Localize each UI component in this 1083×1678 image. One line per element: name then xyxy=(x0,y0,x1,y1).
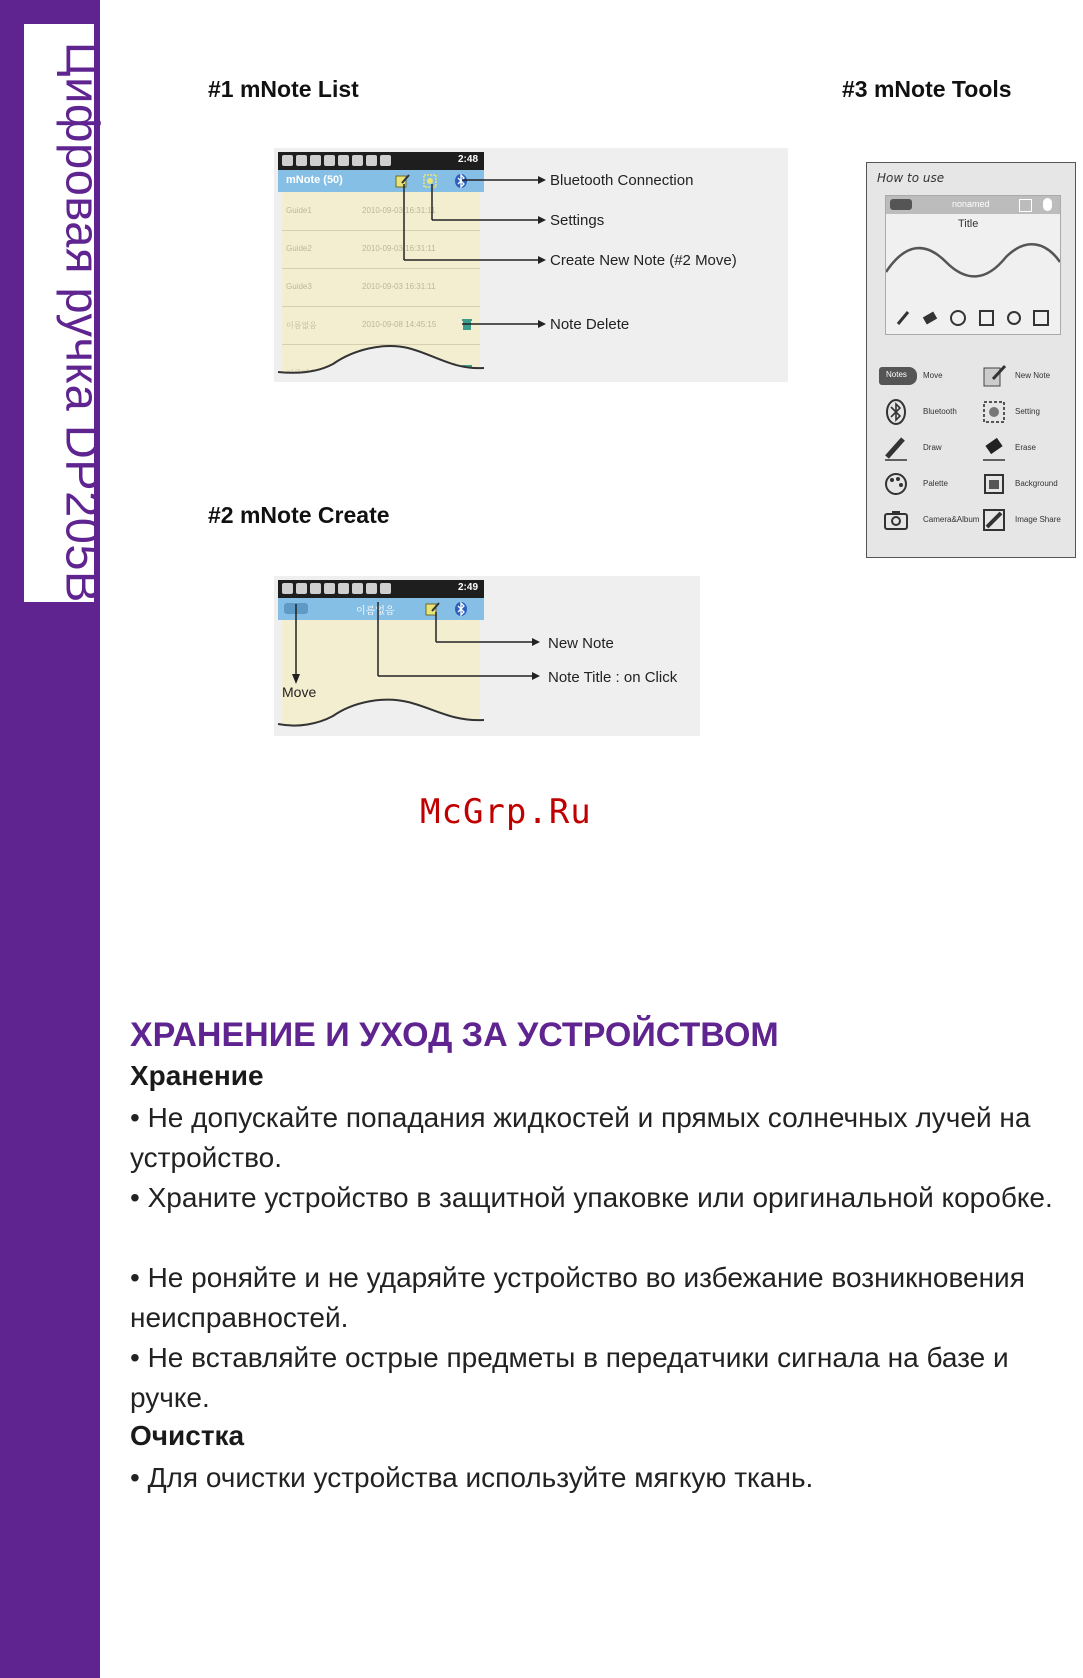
cleaning-heading: Очистка xyxy=(130,1420,245,1451)
mock-bluetooth-icon xyxy=(1043,198,1052,211)
tools-header: How to use xyxy=(877,171,945,185)
fig3-panel xyxy=(866,162,1076,558)
move-label: Move xyxy=(282,684,317,700)
mock-toolbar xyxy=(894,308,1054,328)
list-item[interactable]: 이름없음 2010-09-08 14:45:15 xyxy=(282,306,480,345)
mock-back-button xyxy=(890,199,912,210)
storage-item: • Храните устройство в защитной упаковке или оригинальной коробке. xyxy=(130,1182,1053,1213)
annotation-bluetooth: Bluetooth Connection xyxy=(550,172,694,189)
annotation-settings: Settings xyxy=(550,212,605,229)
fig3-heading: #3 mNote Tools xyxy=(842,76,1012,102)
background-icon xyxy=(981,471,1007,497)
annotation-create: Create New Note (#2 Move) xyxy=(550,252,737,269)
storage-item: • Не допускайте попадания жидкостей и прямых солнечных лучей на устройство. xyxy=(130,1102,1031,1173)
camera-icon xyxy=(883,507,909,533)
setting-icon xyxy=(981,399,1007,425)
tool-label-erase: Erase xyxy=(1015,443,1036,452)
status-icons xyxy=(282,155,391,166)
mock-new-note-icon xyxy=(1019,199,1032,212)
palette-icon xyxy=(883,471,909,497)
fig2-heading: #2 mNote Create xyxy=(208,502,390,528)
torn-edge xyxy=(278,344,484,380)
annotation-delete: Note Delete xyxy=(550,316,630,333)
status-time: 2:49 xyxy=(457,582,478,593)
tool-label-camera: Camera&Album xyxy=(923,515,980,524)
tool-label-background: Background xyxy=(1015,479,1058,488)
tool-label-bluetooth: Bluetooth xyxy=(923,407,957,416)
tool-label-move: Move xyxy=(923,371,943,380)
tool-label-setting: Setting xyxy=(1015,407,1040,416)
cleaning-item: • Для очистки устройства используйте мягкую ткань. xyxy=(130,1462,814,1493)
fig1-heading: #1 mNote List xyxy=(208,76,359,102)
mock-title-label: Title xyxy=(958,218,979,230)
status-icons xyxy=(282,583,391,594)
status-bar xyxy=(278,152,484,170)
list-item[interactable]: Guide3 2010-09-03 16:31:11 xyxy=(282,268,480,307)
tool-label-palette: Palette xyxy=(923,479,948,488)
watermark: McGrp.Ru xyxy=(420,792,592,832)
tool-label-new-note: New Note xyxy=(1015,371,1051,380)
app-title: mNote (50) xyxy=(286,174,343,186)
status-time: 2:48 xyxy=(457,154,478,165)
list-item[interactable]: Guide2 2010-09-03 16:31:11 xyxy=(282,230,480,269)
sidebar-band xyxy=(0,0,110,1678)
sidebar-title: Цифровая ручка DP205BT xyxy=(56,41,110,633)
tool-label-draw: Draw xyxy=(923,443,942,452)
storage-item: • Не роняйте и не ударяйте устройство во избежание возникновения неисправностей. xyxy=(130,1262,1025,1333)
new-note-icon xyxy=(981,363,1007,389)
note-title[interactable]: 이름없음 xyxy=(356,606,395,617)
notes-button-icon: Notes xyxy=(879,367,917,385)
fig2-callout-lines xyxy=(284,596,554,688)
tools-mock-screen xyxy=(885,195,1061,335)
annotation-new-note: New Note xyxy=(548,635,614,652)
pencil-icon xyxy=(883,435,909,461)
bluetooth-icon xyxy=(883,399,909,425)
storage-item: • Не вставляйте острые предметы в передатчики сигнала на базе и ручке. xyxy=(130,1342,1009,1413)
section-title: ХРАНЕНИЕ И УХОД ЗА УСТРОЙСТВОМ xyxy=(130,1016,779,1054)
mock-titlebar xyxy=(886,196,1060,214)
list-item[interactable]: Guide1 2010-09-03 16:31:11 xyxy=(282,192,480,231)
torn-edge xyxy=(278,688,484,736)
mock-note-name: nonamed xyxy=(952,199,990,209)
sidebar-title-box xyxy=(24,24,110,633)
eraser-icon xyxy=(981,435,1007,461)
fig1-callout-lines xyxy=(380,170,550,330)
mock-wave xyxy=(886,232,1060,292)
storage-heading: Хранение xyxy=(130,1060,264,1091)
annotation-note-title: Note Title : on Click xyxy=(548,669,678,686)
share-icon xyxy=(981,507,1007,533)
tool-label-image-share: Image Share xyxy=(1015,515,1061,524)
